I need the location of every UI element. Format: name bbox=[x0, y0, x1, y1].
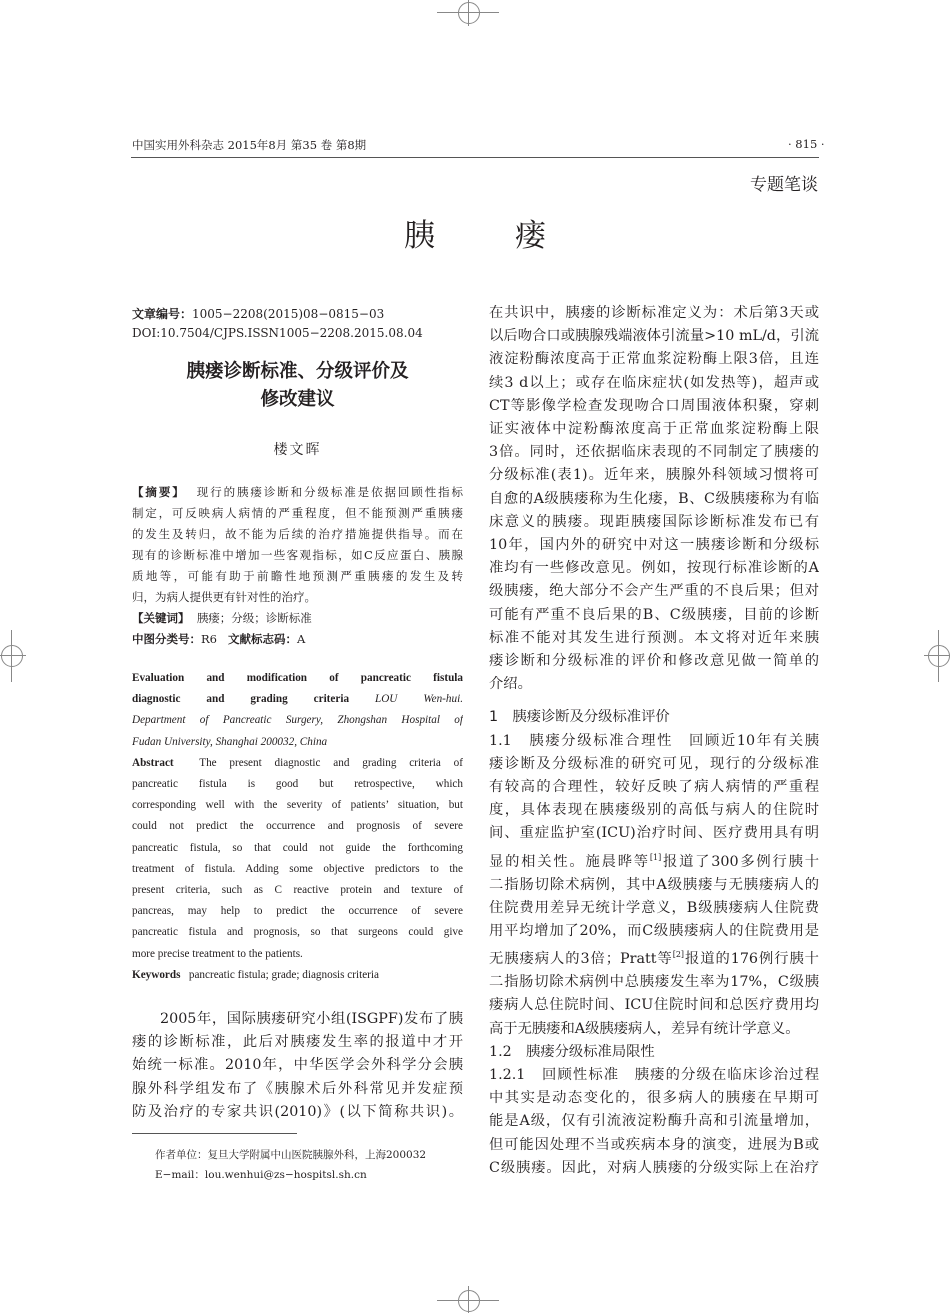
en-abstract-line: pancreatic fistula, so that could not guide the forthcoming bbox=[132, 841, 463, 854]
abstract-cn bbox=[132, 482, 463, 650]
en-abstract-line: could not predict the occurrence and prognosis of severe bbox=[132, 820, 463, 833]
crop-line-bottom-v bbox=[468, 1286, 469, 1313]
en-abstract-line: corresponding well with the severity of patients’ situation, but bbox=[132, 799, 463, 812]
registration-mark-left bbox=[1, 645, 23, 667]
abstract-line: 制定，可反映病人病情的严重程度，但不能预测严重胰瘘 bbox=[132, 506, 463, 520]
crop-line-top-v bbox=[468, 0, 469, 26]
body-line: 高于无胰瘘和A级胰瘘病人，差异有统计学意义。 bbox=[489, 1020, 800, 1037]
header-rule bbox=[131, 157, 819, 158]
article-number bbox=[132, 305, 384, 322]
en-author: LOU Wen-hui. bbox=[375, 693, 463, 706]
en-affiliation: Department of Pancreatic Surgery, Zhongshan Hospital of bbox=[132, 714, 463, 727]
body-line: 始统一标准。2010年，中华医学会外科学分会胰 bbox=[132, 1057, 463, 1074]
article-number-label: 文章编号： bbox=[132, 307, 193, 321]
section-heading-1: 1 胰瘘诊断及分级标准评价 bbox=[489, 709, 670, 726]
body-line: 分级标准(表1)。近年来，胰腺外科领域习惯将可 bbox=[489, 467, 819, 484]
body-line: 床意义的胰瘘。现距胰瘘国际诊断标准发布已有 bbox=[489, 513, 819, 530]
abstract-line: 归，为病人提供更有针对性的治疗。 bbox=[132, 590, 316, 604]
body-line: 有较高的合理性，较好反映了病人病情的严重程 bbox=[489, 779, 819, 796]
abstract-line: 现有的诊断标准中增加一些客观指标，如C反应蛋白、胰腺 bbox=[132, 548, 463, 562]
body-line: 能是A级，仅有引流液淀粉酶升高和引流量增加， bbox=[489, 1113, 819, 1130]
text-span: 无胰瘘病人的3倍；Pratt等 bbox=[489, 951, 673, 968]
body-line: 防及治疗的专家共识(2010)》(以下简称共识)。 bbox=[132, 1103, 463, 1120]
body-line: 可能有严重不良后果的B、C级胰瘘，目前的诊断 bbox=[489, 606, 819, 623]
classification bbox=[132, 629, 463, 650]
section-title-char-1: 胰 bbox=[404, 218, 435, 254]
body-line: 2005年，国际胰瘘研究小组(ISGPF)发布了胰 bbox=[160, 1011, 463, 1027]
author: 楼文晖 bbox=[273, 442, 322, 458]
article-title bbox=[132, 358, 463, 414]
body-line: 在共识中，胰瘘的诊断标准定义为：术后第3天或 bbox=[489, 305, 819, 321]
en-abstract-line: pancreas, may help to predict the occurrence of severe bbox=[132, 905, 463, 918]
body-line: 标准不能对其发生进行预测。本文将对近年来胰 bbox=[489, 629, 819, 646]
body-line: 证实液体中淀粉酶浓度高于正常血浆淀粉酶上限 bbox=[489, 421, 819, 438]
body-line: 1.1 胰瘘分级标准合理性 回顾近10年有关胰 bbox=[489, 732, 819, 749]
registration-mark-bottom bbox=[458, 1290, 480, 1312]
abstract-en bbox=[132, 668, 463, 986]
body-line: 准均有一些修改意见。例如，按现行标准诊断的A bbox=[489, 560, 819, 577]
registration-mark-right bbox=[928, 645, 950, 667]
en-keywords: pancreatic fistula; grade; diagnosis criteria bbox=[188, 968, 379, 981]
en-abstract-line: The present diagnostic and grading criteria of bbox=[199, 756, 463, 769]
class-label: 中图分类号： bbox=[132, 632, 201, 646]
body-line: 间、重症监护室(ICU)治疗时间、医疗费用具有明 bbox=[489, 825, 819, 842]
footnote-affiliation: 作者单位：复旦大学附属中山医院胰腺外科，上海200032 bbox=[155, 1149, 427, 1161]
body-line: 续3 d以上；或存在临床症状(如发热等)，超声或 bbox=[489, 374, 819, 391]
abstract-line: 现行的胰瘘诊断和分级标准是依据回顾性指标 bbox=[196, 485, 464, 499]
doc-value: A bbox=[296, 632, 306, 646]
body-line: 度，具体表现在胰瘘级别的高低与病人的住院时 bbox=[489, 802, 819, 819]
keywords-cn bbox=[132, 608, 463, 629]
keywords-value: 胰瘘；分级；诊断标准 bbox=[196, 611, 312, 625]
subsection-heading: 1.2 胰瘘分级标准局限性 bbox=[489, 1043, 655, 1060]
article-number-value: 1005−2208(2015)08−0815−03 bbox=[192, 307, 385, 321]
text-span: 报道的176例行胰十 bbox=[684, 951, 819, 968]
column-tag: 专题笔谈 bbox=[750, 175, 818, 195]
text-span: 显的相关性。施晨晔等 bbox=[489, 853, 650, 870]
body-line: 自愈的A级胰瘘称为生化瘘，B、C级胰瘘称为有临 bbox=[489, 490, 819, 507]
crop-line-left bbox=[0, 655, 26, 656]
en-abstract-line: present criteria, such as C reactive protein and texture of bbox=[132, 884, 463, 897]
intro-paragraph bbox=[132, 1008, 463, 1124]
body-line: 液淀粉酶浓度高于正常血浆淀粉酶上限3倍，且连 bbox=[489, 351, 819, 368]
en-affiliation: Fudan University, Shanghai 200032, China bbox=[132, 735, 328, 748]
keywords-label: 【关键词】 bbox=[132, 611, 190, 625]
body-line: 介绍。 bbox=[489, 676, 532, 693]
body-line-with-ref bbox=[489, 846, 819, 874]
en-title-line: Evaluation and modification of pancreatic fistula bbox=[132, 672, 463, 684]
body-line: 瘘病人总住院时间、ICU住院时间和总医疗费用均 bbox=[489, 997, 819, 1014]
section-title-char-2: 瘘 bbox=[515, 218, 546, 254]
crop-line-right bbox=[924, 655, 950, 656]
body-line: 腺外科学组发布了《胰腺术后外科常见并发症预 bbox=[132, 1080, 463, 1097]
citation-1[interactable]: [1] bbox=[649, 852, 662, 862]
body-line: 二指肠切除术病例，其中A级胰瘘与无胰瘘病人的 bbox=[489, 876, 819, 893]
en-abstract-line: more precise treatment to the patients. bbox=[132, 947, 303, 960]
citation-2[interactable]: [2] bbox=[672, 950, 685, 960]
body-line: 10年，国内外的研究中对这一胰瘘诊断和分级标 bbox=[489, 537, 819, 554]
body-line: 以后吻合口或胰腺残端液体引流量>10 mL/d，引流 bbox=[489, 328, 819, 345]
body-line: 1.2.1 回顾性标准 胰瘘的分级在临床诊治过程 bbox=[489, 1067, 819, 1084]
body-line: 中其实是动态变化的，很多病人的胰瘘在早期可 bbox=[489, 1090, 819, 1107]
crop-line-left-v bbox=[11, 630, 12, 682]
body-line: 级胰瘘，绝大部分不会产生严重的不良后果；但对 bbox=[489, 583, 819, 600]
article-title-line: 胰瘘诊断标准、分级评价及 bbox=[186, 361, 409, 382]
page-number: · 815 · bbox=[788, 137, 825, 151]
right-column bbox=[489, 302, 819, 1180]
class-value: R6 bbox=[201, 632, 217, 646]
footnote-rule bbox=[132, 1133, 297, 1134]
body-line: 瘘诊断和分级标准的评价和修改意见做一简单的 bbox=[489, 653, 819, 670]
body-line: 用平均增加了20%，而C级胰瘘病人的住院费用是 bbox=[489, 923, 819, 940]
en-abstract-line: treatment of fistula. Adding some objective predictors to the bbox=[132, 862, 463, 875]
abstract-label: 【摘要】 bbox=[132, 485, 186, 499]
en-abstract-line: pancreatic fistula is good but retrospective, which bbox=[132, 778, 463, 791]
abstract-line: 质地等，可能有助于前瞻性地预测严重胰瘘的发生及转 bbox=[132, 569, 463, 583]
body-line: 住院费用差异无统计学意义，B级胰瘘病人住院费 bbox=[489, 899, 819, 916]
footnote-email: E−mail：lou.wenhui@zs−hospitsl.sh.cn bbox=[155, 1169, 367, 1181]
body-line: 瘘的诊断标准，此后对胰瘘发生率的报道中才开 bbox=[132, 1034, 463, 1051]
en-keywords-label: Keywords bbox=[132, 968, 181, 981]
doi: DOI:10.7504/CJPS.ISSN1005−2208.2015.08.04 bbox=[132, 326, 423, 340]
en-abstract-label: Abstract bbox=[132, 756, 174, 769]
body-line: 瘘诊断及分级标准的研究可见，现行的分级标准 bbox=[489, 755, 819, 772]
en-abstract-line: pancreatic fistula and prognosis, so that surgeons could give bbox=[132, 926, 463, 939]
body-line-with-ref bbox=[489, 943, 819, 971]
running-header: 中国实用外科杂志 2015年8月 第35 卷 第8期 bbox=[132, 138, 367, 152]
body-line: 3倍。同时，还依据临床表现的不同制定了胰瘘的 bbox=[489, 444, 819, 461]
body-line: 二指肠切除术病例中总胰瘘发生率为17%，C级胰 bbox=[489, 974, 819, 991]
body-line: C级胰瘘。因此，对病人胰瘘的分级实际上在治疗 bbox=[489, 1159, 819, 1176]
crop-line-right-v bbox=[938, 630, 939, 682]
section-title bbox=[0, 210, 950, 255]
en-title-line: diagnostic and grading criteria bbox=[132, 693, 350, 706]
doc-label: 文献标志码： bbox=[227, 632, 297, 646]
text-span: 报道了300多例行胰十 bbox=[661, 853, 819, 870]
abstract-line: 的发生及转归，故不能为后续的治疗措施提供指导。而在 bbox=[132, 527, 463, 541]
body-line: CT等影像学检查发现吻合口周围液体积聚，穿刺 bbox=[489, 397, 819, 414]
article-title-line: 修改建议 bbox=[260, 389, 335, 410]
registration-mark-top bbox=[458, 2, 480, 24]
body-line: 但可能因处理不当或疾病本身的演变，进展为B或 bbox=[489, 1136, 819, 1153]
